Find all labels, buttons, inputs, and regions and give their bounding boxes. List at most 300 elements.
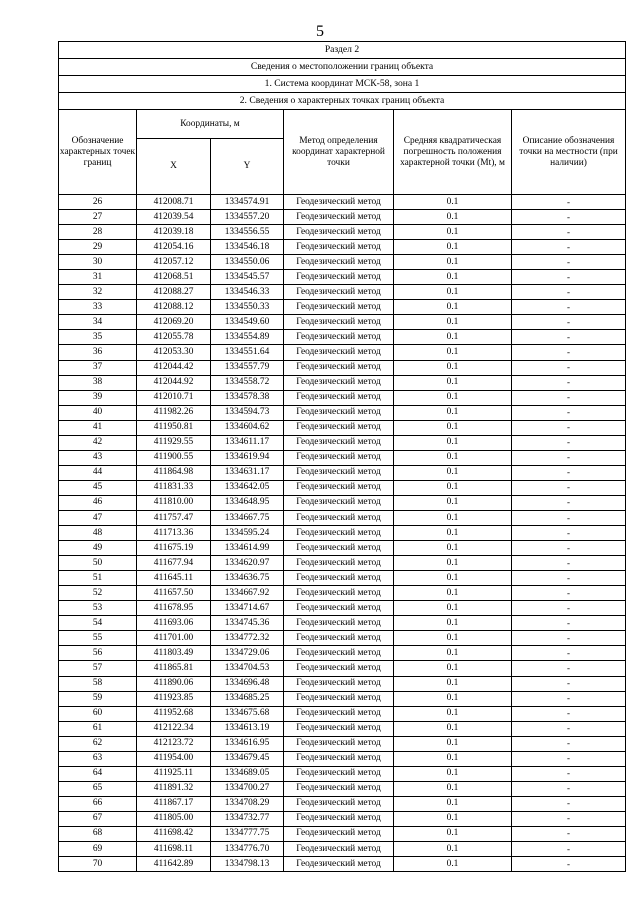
cell-error: 0.1 xyxy=(394,255,512,270)
cell-method: Геодезический метод xyxy=(284,330,394,345)
cell-error: 0.1 xyxy=(394,811,512,826)
cell-error: 0.1 xyxy=(394,541,512,556)
cell-y: 1334700.27 xyxy=(211,781,284,796)
cell-point: 67 xyxy=(59,811,137,826)
cell-description: - xyxy=(512,541,626,556)
cell-x: 411867.17 xyxy=(137,796,211,811)
cell-error: 0.1 xyxy=(394,736,512,751)
cell-y: 1334578.38 xyxy=(211,390,284,405)
cell-x: 411952.68 xyxy=(137,706,211,721)
cell-error: 0.1 xyxy=(394,465,512,480)
cell-point: 61 xyxy=(59,721,137,736)
table-row xyxy=(59,270,626,285)
cell-method: Геодезический метод xyxy=(284,766,394,781)
table-row xyxy=(59,285,626,300)
cell-y: 1334613.19 xyxy=(211,721,284,736)
cell-error: 0.1 xyxy=(394,210,512,225)
cell-description: - xyxy=(512,225,626,240)
cell-y: 1334745.36 xyxy=(211,616,284,631)
cell-method: Геодезический метод xyxy=(284,285,394,300)
table-row xyxy=(59,631,626,646)
cell-method: Геодезический метод xyxy=(284,751,394,766)
header-error: Средняя квадратическая погрешность положения характерной точки (Mt), м xyxy=(394,110,512,195)
cell-description: - xyxy=(512,375,626,390)
cell-error: 0.1 xyxy=(394,631,512,646)
cell-y: 1334689.05 xyxy=(211,766,284,781)
cell-point: 56 xyxy=(59,646,137,661)
cell-y: 1334558.72 xyxy=(211,375,284,390)
cell-point: 46 xyxy=(59,495,137,510)
cell-x: 411677.94 xyxy=(137,556,211,571)
cell-error: 0.1 xyxy=(394,405,512,420)
cell-y: 1334679.45 xyxy=(211,751,284,766)
table-row xyxy=(59,300,626,315)
cell-method: Геодезический метод xyxy=(284,270,394,285)
coordinate-system: 1. Система координат МСК-58, зона 1 xyxy=(59,76,626,93)
table-row xyxy=(59,330,626,345)
cell-point: 38 xyxy=(59,375,137,390)
cell-x: 411950.81 xyxy=(137,420,211,435)
subsection-title: 2. Сведения о характерных точках границ объекта xyxy=(59,93,626,110)
table-row xyxy=(59,796,626,811)
cell-description: - xyxy=(512,420,626,435)
cell-y: 1334685.25 xyxy=(211,691,284,706)
cell-y: 1334546.33 xyxy=(211,285,284,300)
cell-point: 54 xyxy=(59,616,137,631)
cell-x: 412053.30 xyxy=(137,345,211,360)
cell-y: 1334772.32 xyxy=(211,631,284,646)
cell-y: 1334545.57 xyxy=(211,270,284,285)
cell-x: 411891.32 xyxy=(137,781,211,796)
cell-method: Геодезический метод xyxy=(284,240,394,255)
cell-point: 42 xyxy=(59,435,137,450)
cell-error: 0.1 xyxy=(394,330,512,345)
cell-y: 1334616.95 xyxy=(211,736,284,751)
cell-point: 26 xyxy=(59,195,137,210)
cell-description: - xyxy=(512,826,626,841)
header-coordinates: Координаты, м xyxy=(137,110,284,139)
cell-x: 412010.71 xyxy=(137,390,211,405)
cell-error: 0.1 xyxy=(394,300,512,315)
cell-y: 1334714.67 xyxy=(211,601,284,616)
table-row xyxy=(59,450,626,465)
cell-y: 1334667.75 xyxy=(211,510,284,525)
table-row xyxy=(59,495,626,510)
cell-y: 1334557.79 xyxy=(211,360,284,375)
cell-point: 27 xyxy=(59,210,137,225)
table-row xyxy=(59,225,626,240)
cell-description: - xyxy=(512,646,626,661)
cell-description: - xyxy=(512,210,626,225)
cell-x: 412123.72 xyxy=(137,736,211,751)
cell-point: 32 xyxy=(59,285,137,300)
cell-y: 1334620.97 xyxy=(211,556,284,571)
cell-error: 0.1 xyxy=(394,706,512,721)
cell-point: 45 xyxy=(59,480,137,495)
cell-x: 411698.42 xyxy=(137,826,211,841)
cell-error: 0.1 xyxy=(394,420,512,435)
cell-x: 412068.51 xyxy=(137,270,211,285)
table-row xyxy=(59,541,626,556)
cell-y: 1334604.62 xyxy=(211,420,284,435)
table-row xyxy=(59,390,626,405)
cell-x: 411701.00 xyxy=(137,631,211,646)
table-row xyxy=(59,781,626,796)
table-row xyxy=(59,510,626,525)
cell-x: 411657.50 xyxy=(137,586,211,601)
cell-point: 64 xyxy=(59,766,137,781)
cell-description: - xyxy=(512,285,626,300)
cell-error: 0.1 xyxy=(394,661,512,676)
cell-point: 47 xyxy=(59,510,137,525)
cell-error: 0.1 xyxy=(394,480,512,495)
cell-point: 33 xyxy=(59,300,137,315)
cell-description: - xyxy=(512,661,626,676)
cell-x: 411954.00 xyxy=(137,751,211,766)
cell-method: Геодезический метод xyxy=(284,721,394,736)
cell-description: - xyxy=(512,480,626,495)
cell-point: 68 xyxy=(59,826,137,841)
cell-description: - xyxy=(512,601,626,616)
cell-error: 0.1 xyxy=(394,390,512,405)
cell-error: 0.1 xyxy=(394,601,512,616)
cell-x: 411645.11 xyxy=(137,571,211,586)
cell-method: Геодезический метод xyxy=(284,225,394,240)
cell-y: 1334614.99 xyxy=(211,541,284,556)
cell-y: 1334546.18 xyxy=(211,240,284,255)
cell-point: 41 xyxy=(59,420,137,435)
table-row xyxy=(59,315,626,330)
table-row xyxy=(59,240,626,255)
cell-error: 0.1 xyxy=(394,556,512,571)
table-row xyxy=(59,255,626,270)
cell-description: - xyxy=(512,240,626,255)
cell-error: 0.1 xyxy=(394,676,512,691)
cell-error: 0.1 xyxy=(394,586,512,601)
cell-x: 411678.95 xyxy=(137,601,211,616)
cell-description: - xyxy=(512,721,626,736)
cell-description: - xyxy=(512,676,626,691)
cell-point: 57 xyxy=(59,661,137,676)
table-row xyxy=(59,842,626,857)
cell-y: 1334667.92 xyxy=(211,586,284,601)
cell-y: 1334554.89 xyxy=(211,330,284,345)
cell-method: Геодезический метод xyxy=(284,526,394,541)
cell-x: 411810.00 xyxy=(137,495,211,510)
cell-x: 412122.34 xyxy=(137,721,211,736)
cell-description: - xyxy=(512,270,626,285)
cell-description: - xyxy=(512,616,626,631)
table-row xyxy=(59,811,626,826)
cell-point: 34 xyxy=(59,315,137,330)
cell-method: Геодезический метод xyxy=(284,480,394,495)
cell-point: 30 xyxy=(59,255,137,270)
cell-error: 0.1 xyxy=(394,691,512,706)
cell-method: Геодезический метод xyxy=(284,781,394,796)
table-row xyxy=(59,857,626,872)
cell-error: 0.1 xyxy=(394,495,512,510)
cell-method: Геодезический метод xyxy=(284,586,394,601)
cell-description: - xyxy=(512,315,626,330)
cell-x: 411698.11 xyxy=(137,842,211,857)
cell-y: 1334594.73 xyxy=(211,405,284,420)
cell-method: Геодезический метод xyxy=(284,300,394,315)
cell-point: 63 xyxy=(59,751,137,766)
cell-point: 60 xyxy=(59,706,137,721)
cell-point: 31 xyxy=(59,270,137,285)
table-row xyxy=(59,661,626,676)
cell-error: 0.1 xyxy=(394,796,512,811)
cell-method: Геодезический метод xyxy=(284,631,394,646)
cell-method: Геодезический метод xyxy=(284,510,394,525)
cell-method: Геодезический метод xyxy=(284,796,394,811)
cell-point: 49 xyxy=(59,541,137,556)
cell-method: Геодезический метод xyxy=(284,255,394,270)
cell-description: - xyxy=(512,766,626,781)
cell-method: Геодезический метод xyxy=(284,541,394,556)
cell-description: - xyxy=(512,842,626,857)
table-row xyxy=(59,721,626,736)
cell-y: 1334732.77 xyxy=(211,811,284,826)
table-row xyxy=(59,601,626,616)
cell-x: 411900.55 xyxy=(137,450,211,465)
cell-y: 1334708.29 xyxy=(211,796,284,811)
cell-x: 412039.54 xyxy=(137,210,211,225)
cell-y: 1334556.55 xyxy=(211,225,284,240)
cell-y: 1334574.91 xyxy=(211,195,284,210)
cell-method: Геодезический метод xyxy=(284,195,394,210)
cell-y: 1334798.13 xyxy=(211,857,284,872)
table-row xyxy=(59,616,626,631)
cell-description: - xyxy=(512,390,626,405)
cell-point: 51 xyxy=(59,571,137,586)
cell-error: 0.1 xyxy=(394,781,512,796)
cell-x: 411923.85 xyxy=(137,691,211,706)
cell-y: 1334557.20 xyxy=(211,210,284,225)
cell-description: - xyxy=(512,435,626,450)
cell-x: 412055.78 xyxy=(137,330,211,345)
cell-description: - xyxy=(512,360,626,375)
cell-point: 52 xyxy=(59,586,137,601)
cell-x: 411831.33 xyxy=(137,480,211,495)
cell-y: 1334704.53 xyxy=(211,661,284,676)
cell-point: 48 xyxy=(59,526,137,541)
cell-error: 0.1 xyxy=(394,616,512,631)
cell-point: 29 xyxy=(59,240,137,255)
cell-description: - xyxy=(512,255,626,270)
cell-method: Геодезический метод xyxy=(284,435,394,450)
cell-error: 0.1 xyxy=(394,285,512,300)
table-row xyxy=(59,571,626,586)
cell-method: Геодезический метод xyxy=(284,450,394,465)
cell-method: Геодезический метод xyxy=(284,601,394,616)
cell-method: Геодезический метод xyxy=(284,405,394,420)
cell-y: 1334729.06 xyxy=(211,646,284,661)
cell-x: 411929.55 xyxy=(137,435,211,450)
cell-method: Геодезический метод xyxy=(284,360,394,375)
cell-y: 1334550.33 xyxy=(211,300,284,315)
cell-y: 1334619.94 xyxy=(211,450,284,465)
cell-error: 0.1 xyxy=(394,270,512,285)
cell-error: 0.1 xyxy=(394,842,512,857)
table-row xyxy=(59,826,626,841)
cell-error: 0.1 xyxy=(394,826,512,841)
table-row xyxy=(59,405,626,420)
cell-x: 411642.89 xyxy=(137,857,211,872)
cell-point: 44 xyxy=(59,465,137,480)
cell-error: 0.1 xyxy=(394,225,512,240)
cell-point: 58 xyxy=(59,676,137,691)
cell-x: 412057.12 xyxy=(137,255,211,270)
cell-y: 1334631.17 xyxy=(211,465,284,480)
cell-description: - xyxy=(512,751,626,766)
cell-x: 411805.00 xyxy=(137,811,211,826)
cell-method: Геодезический метод xyxy=(284,345,394,360)
cell-y: 1334636.75 xyxy=(211,571,284,586)
cell-method: Геодезический метод xyxy=(284,571,394,586)
cell-method: Геодезический метод xyxy=(284,210,394,225)
table-row xyxy=(59,766,626,781)
table-row xyxy=(59,646,626,661)
cell-error: 0.1 xyxy=(394,766,512,781)
cell-point: 35 xyxy=(59,330,137,345)
cell-error: 0.1 xyxy=(394,571,512,586)
cell-x: 411925.11 xyxy=(137,766,211,781)
cell-method: Геодезический метод xyxy=(284,390,394,405)
cell-description: - xyxy=(512,345,626,360)
header-x: X xyxy=(137,139,211,195)
cell-method: Геодезический метод xyxy=(284,616,394,631)
cell-error: 0.1 xyxy=(394,435,512,450)
cell-x: 412044.92 xyxy=(137,375,211,390)
cell-error: 0.1 xyxy=(394,450,512,465)
cell-point: 55 xyxy=(59,631,137,646)
table-row xyxy=(59,586,626,601)
cell-error: 0.1 xyxy=(394,857,512,872)
cell-x: 412088.27 xyxy=(137,285,211,300)
table-row xyxy=(59,345,626,360)
cell-y: 1334611.17 xyxy=(211,435,284,450)
cell-description: - xyxy=(512,526,626,541)
cell-description: - xyxy=(512,465,626,480)
cell-error: 0.1 xyxy=(394,315,512,330)
table-row xyxy=(59,435,626,450)
cell-description: - xyxy=(512,586,626,601)
cell-error: 0.1 xyxy=(394,195,512,210)
cell-description: - xyxy=(512,631,626,646)
cell-description: - xyxy=(512,450,626,465)
cell-y: 1334550.06 xyxy=(211,255,284,270)
cell-method: Геодезический метод xyxy=(284,736,394,751)
table-row xyxy=(59,360,626,375)
cell-error: 0.1 xyxy=(394,646,512,661)
cell-y: 1334642.05 xyxy=(211,480,284,495)
cell-method: Геодезический метод xyxy=(284,811,394,826)
table-row xyxy=(59,751,626,766)
cell-description: - xyxy=(512,510,626,525)
cell-point: 40 xyxy=(59,405,137,420)
cell-error: 0.1 xyxy=(394,526,512,541)
cell-x: 412069.20 xyxy=(137,315,211,330)
cell-method: Геодезический метод xyxy=(284,826,394,841)
cell-method: Геодезический метод xyxy=(284,420,394,435)
table-row xyxy=(59,480,626,495)
cell-y: 1334776.70 xyxy=(211,842,284,857)
table-row xyxy=(59,375,626,390)
page-number: 5 xyxy=(316,23,324,40)
cell-method: Геодезический метод xyxy=(284,375,394,390)
cell-description: - xyxy=(512,195,626,210)
cell-x: 411693.06 xyxy=(137,616,211,631)
cell-description: - xyxy=(512,796,626,811)
table-row xyxy=(59,736,626,751)
cell-x: 412054.16 xyxy=(137,240,211,255)
cell-description: - xyxy=(512,571,626,586)
cell-description: - xyxy=(512,691,626,706)
cell-point: 37 xyxy=(59,360,137,375)
cell-y: 1334549.60 xyxy=(211,315,284,330)
cell-point: 50 xyxy=(59,556,137,571)
cell-point: 53 xyxy=(59,601,137,616)
cell-description: - xyxy=(512,405,626,420)
cell-y: 1334551.64 xyxy=(211,345,284,360)
cell-error: 0.1 xyxy=(394,751,512,766)
cell-description: - xyxy=(512,781,626,796)
cell-point: 65 xyxy=(59,781,137,796)
cell-x: 411713.36 xyxy=(137,526,211,541)
cell-x: 411803.49 xyxy=(137,646,211,661)
cell-error: 0.1 xyxy=(394,240,512,255)
cell-method: Геодезический метод xyxy=(284,556,394,571)
header-point: Обозначение характерных точек границ xyxy=(59,110,137,195)
cell-error: 0.1 xyxy=(394,721,512,736)
cell-point: 39 xyxy=(59,390,137,405)
cell-x: 411982.26 xyxy=(137,405,211,420)
cell-x: 412044.42 xyxy=(137,360,211,375)
table-row xyxy=(59,210,626,225)
cell-description: - xyxy=(512,736,626,751)
cell-error: 0.1 xyxy=(394,360,512,375)
cell-method: Геодезический метод xyxy=(284,691,394,706)
cell-y: 1334675.68 xyxy=(211,706,284,721)
cell-method: Геодезический метод xyxy=(284,661,394,676)
cell-method: Геодезический метод xyxy=(284,646,394,661)
header-y: Y xyxy=(211,139,284,195)
cell-x: 412088.12 xyxy=(137,300,211,315)
boundary-points-table xyxy=(58,41,626,872)
cell-description: - xyxy=(512,495,626,510)
cell-point: 59 xyxy=(59,691,137,706)
cell-method: Геодезический метод xyxy=(284,676,394,691)
cell-method: Геодезический метод xyxy=(284,465,394,480)
cell-description: - xyxy=(512,556,626,571)
cell-error: 0.1 xyxy=(394,375,512,390)
table-row xyxy=(59,691,626,706)
cell-x: 412008.71 xyxy=(137,195,211,210)
cell-method: Геодезический метод xyxy=(284,842,394,857)
cell-description: - xyxy=(512,706,626,721)
table-row xyxy=(59,420,626,435)
cell-description: - xyxy=(512,300,626,315)
cell-y: 1334777.75 xyxy=(211,826,284,841)
header-method: Метод определения координат характерной точки xyxy=(284,110,394,195)
cell-description: - xyxy=(512,811,626,826)
cell-point: 43 xyxy=(59,450,137,465)
cell-description: - xyxy=(512,330,626,345)
table-row xyxy=(59,465,626,480)
cell-y: 1334696.48 xyxy=(211,676,284,691)
cell-y: 1334595.24 xyxy=(211,526,284,541)
